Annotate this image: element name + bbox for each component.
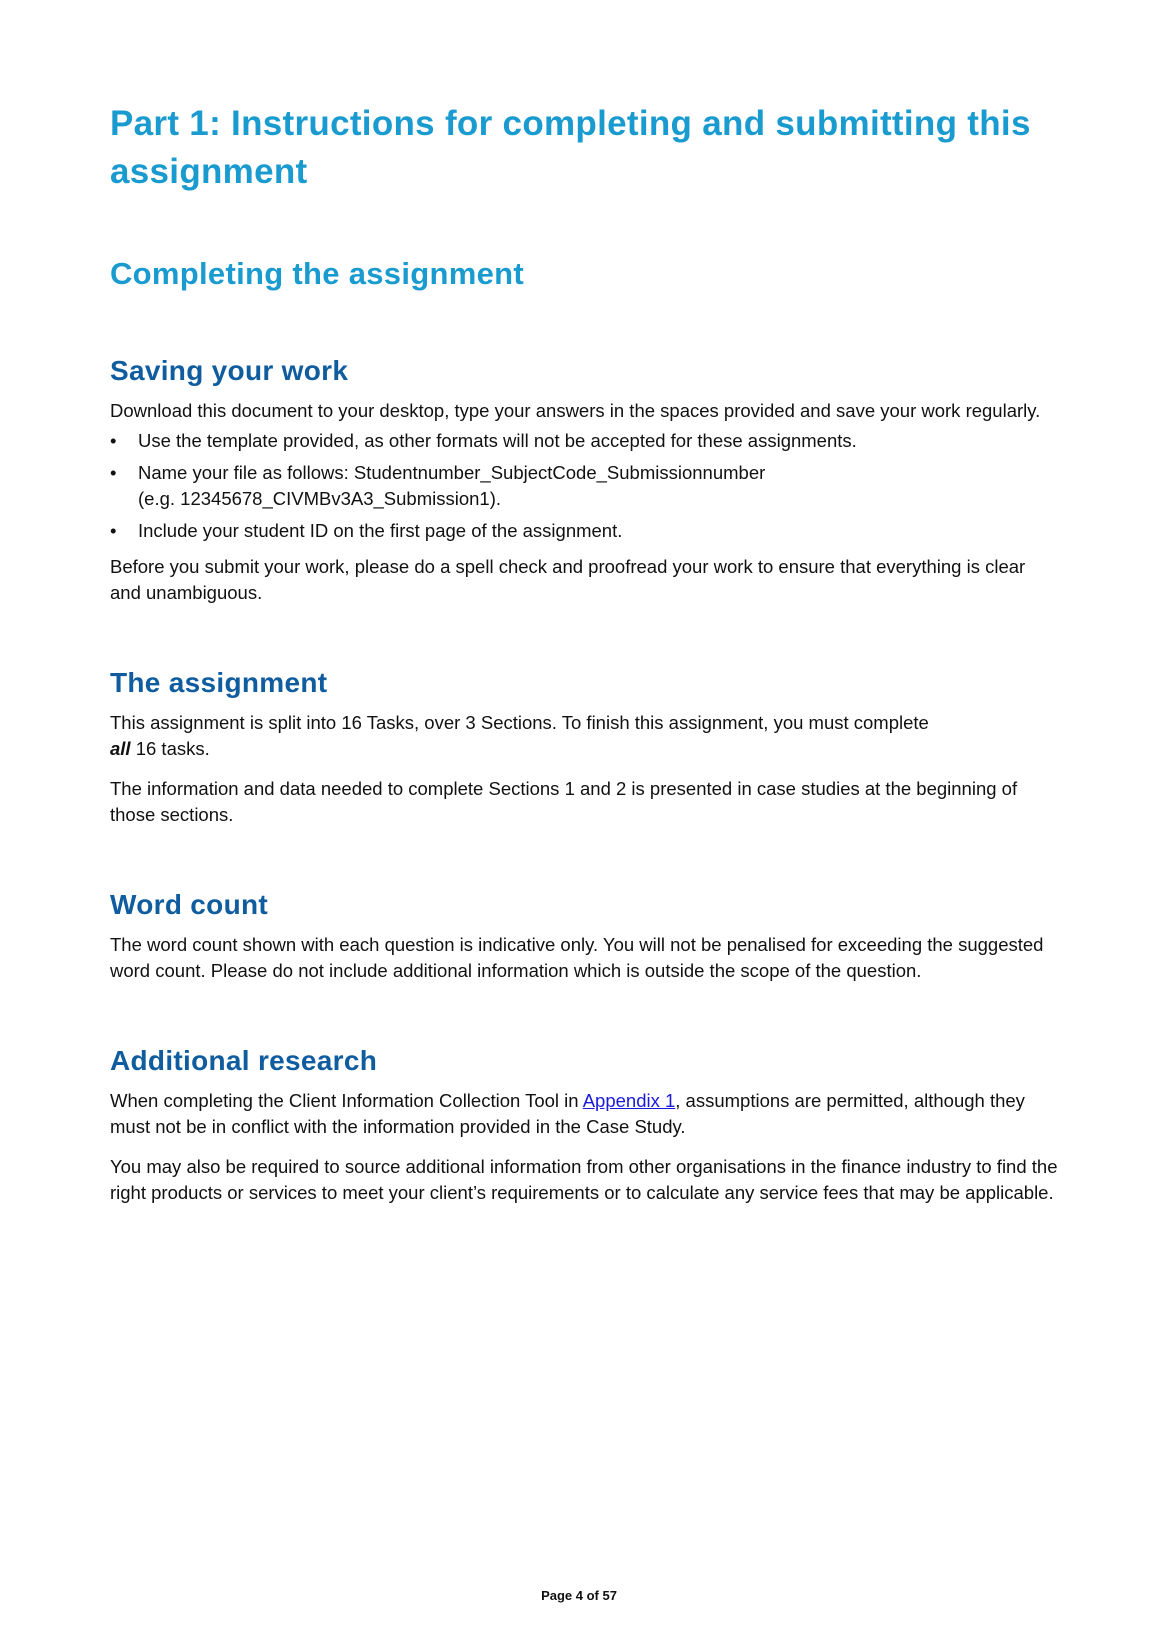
bullet-text: Include your student ID on the first page of the assignment. <box>138 520 623 541</box>
appendix-1-link[interactable]: Appendix 1 <box>582 1090 676 1111</box>
assignment-paragraph-1-start: This assignment is split into 16 Tasks, over 3 Sections. To finish this assignment, you must complete <box>110 712 929 733</box>
additional-research-heading: Additional research <box>110 1045 378 1076</box>
research-paragraph-2: You may also be required to source additional information from other organisations in the finance industry to find the right products or services to meet your client’s requirements or to calculate any service fees that may be applicable. <box>110 1156 1058 1203</box>
emphasis-all: all <box>110 738 131 759</box>
research-paragraph-1-start: When completing the Client Information Collection Tool in <box>110 1090 583 1111</box>
word-count-heading: Word count <box>110 889 269 920</box>
saving-closing-paragraph: Before you submit your work, please do a spell check and proofread your work to ensure that everything is clear and unambiguous. <box>110 556 1026 603</box>
bullet-text: Use the template provided, as other formats will not be accepted for these assignments. <box>138 430 857 451</box>
assignment-paragraph-1 <box>110 710 1060 762</box>
list-item <box>110 428 1060 454</box>
word-count-paragraph: The word count shown with each question is indicative only. You will not be penalised for exceeding the suggested word count. Please do not include additional information which is outside the scope of the question. <box>110 934 1044 981</box>
bullet-example-text: (e.g. 12345678_CIVMBv3A3_Submission1). <box>138 488 502 509</box>
list-item <box>110 460 1060 512</box>
research-paragraph-1-end: , assumptions are permitted, although they must not be in conflict with the information provided in the Case Study. <box>110 1090 1025 1137</box>
bullet-text: Name your file as follows: Studentnumber_SubjectCode_Submissionnumber <box>138 462 766 483</box>
bullet-icon: • <box>110 520 117 541</box>
assignment-paragraph-2: The information and data needed to complete Sections 1 and 2 is presented in case studies at the beginning of those sections. <box>110 778 1018 825</box>
saving-bullet-list <box>110 428 1060 544</box>
page-number-footer: Page 4 of 57 <box>541 1588 617 1603</box>
saving-intro-paragraph: Download this document to your desktop, type your answers in the spaces provided and save your work regularly. <box>110 400 1041 421</box>
part-title: Part 1: Instructions for completing and submitting this assignment <box>110 104 1031 191</box>
bullet-icon: • <box>110 430 117 451</box>
saving-work-heading: Saving your work <box>110 355 349 386</box>
bullet-icon: • <box>110 462 117 483</box>
list-item <box>110 518 1060 544</box>
research-paragraph-1 <box>110 1088 1060 1140</box>
completing-assignment-heading: Completing the assignment <box>110 256 524 291</box>
assignment-paragraph-1-end: 16 tasks. <box>130 738 210 759</box>
document-page <box>110 100 1060 1206</box>
the-assignment-heading: The assignment <box>110 667 328 698</box>
